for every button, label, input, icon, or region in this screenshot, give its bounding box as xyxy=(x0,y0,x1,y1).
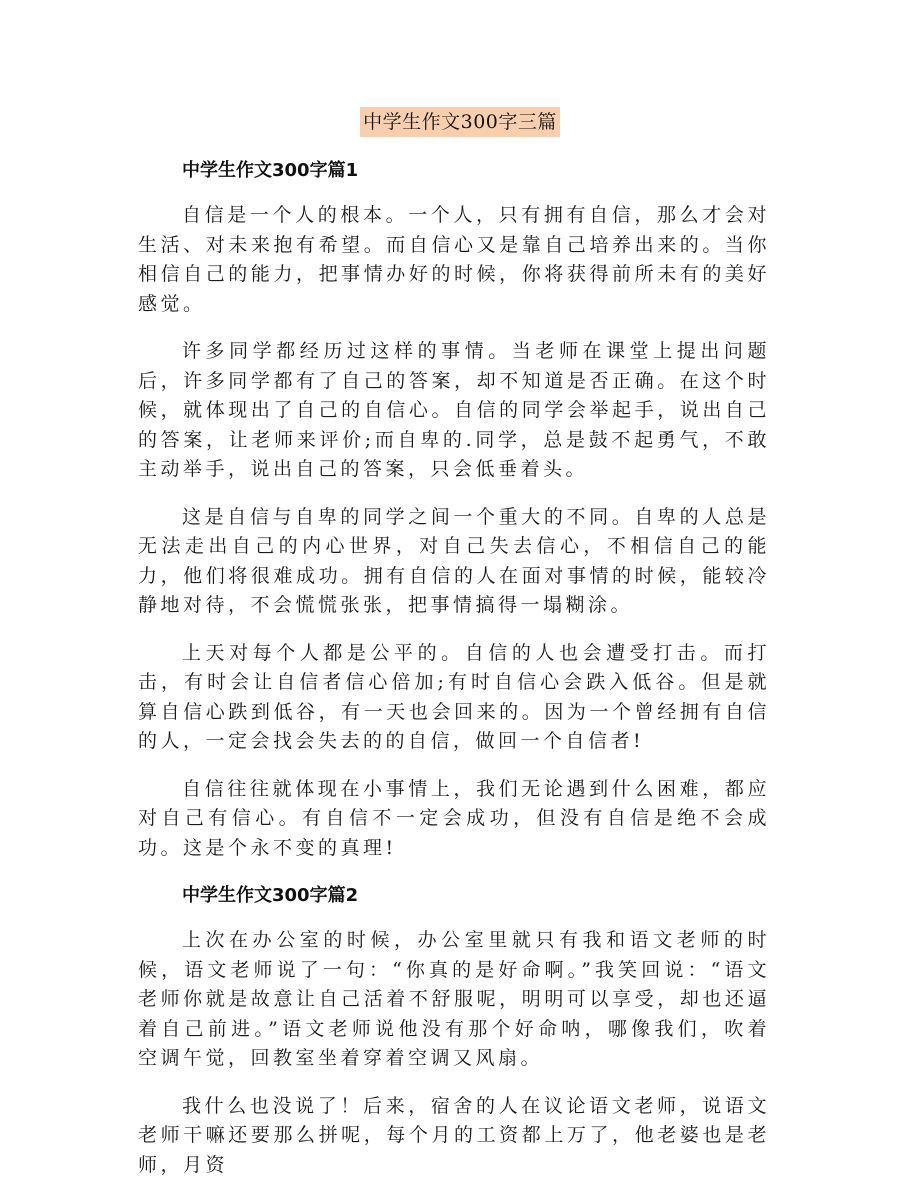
section-1 xyxy=(138,158,770,863)
section-2 xyxy=(138,883,770,1180)
section-1-paragraph-4: 上天对每个人都是公平的。自信的人也会遭受打击。而打击，有时会让自信者信心倍加;有时自信心会跌入低谷。但是就算自信心跌到低谷，有一天也会回来的。因为一个曾经拥有自信的人，一定会找会失去的的自信，做回一个自信者! xyxy=(138,641,770,752)
document-body xyxy=(138,158,770,1198)
section-2-paragraph-1: 上次在办公室的时候，办公室里就只有我和语文老师的时候，语文老师说了一句：“你真的是好命啊。”我笑回说：“语文老师你就是故意让自己活着不舒服呢，明明可以享受，却也还逼着自己前进。”语文老师说他没有那个好命呐，哪像我们，吹着空调午觉，回教室坐着穿着空调又风扇。 xyxy=(138,929,770,1069)
section-1-paragraph-3: 这是自信与自卑的同学之间一个重大的不同。自卑的人总是无法走出自己的内心世界，对自己失去信心，不相信自己的能力，他们将很难成功。拥有自信的人在面对事情的时候，能较冷静地对待，不会慌慌张张，把事情搞得一塌糊涂。 xyxy=(138,505,770,616)
section-1-paragraph-2: 许多同学都经历过这样的事情。当老师在课堂上提出问题后，许多同学都有了自己的答案，却不知道是否正确。在这个时候，就体现出了自己的自信心。自信的同学会举起手，说出自己的答案，让老师来评价;而自卑的.同学，总是鼓不起勇气，不敢主动举手，说出自己的答案，只会低垂着头。 xyxy=(138,340,770,480)
title-wrapper xyxy=(0,107,920,137)
section-1-paragraph-5: 自信往往就体现在小事情上，我们无论遇到什么困难，都应对自己有信心。有自信不一定会成功，但没有自信是绝不会成功。这是个永不变的真理! xyxy=(138,777,770,859)
section-2-paragraph-2: 我什么也没说了！后来，宿舍的人在议论语文老师，说语文老师干嘛还要那么拼呢，每个月的工资都上万了，他老婆也是老师，月资 xyxy=(138,1094,770,1176)
section-1-heading: 中学生作文300字篇1 xyxy=(182,160,359,181)
section-2-heading: 中学生作文300字篇2 xyxy=(182,885,359,906)
section-1-paragraph-1: 自信是一个人的根本。一个人，只有拥有自信，那么才会对生活、对未来抱有希望。而自信心又是靠自己培养出来的。当你相信自己的能力，把事情办好的时候，你将获得前所未有的美好感觉。 xyxy=(138,204,770,315)
document-title: 中学生作文300字三篇 xyxy=(360,107,560,137)
